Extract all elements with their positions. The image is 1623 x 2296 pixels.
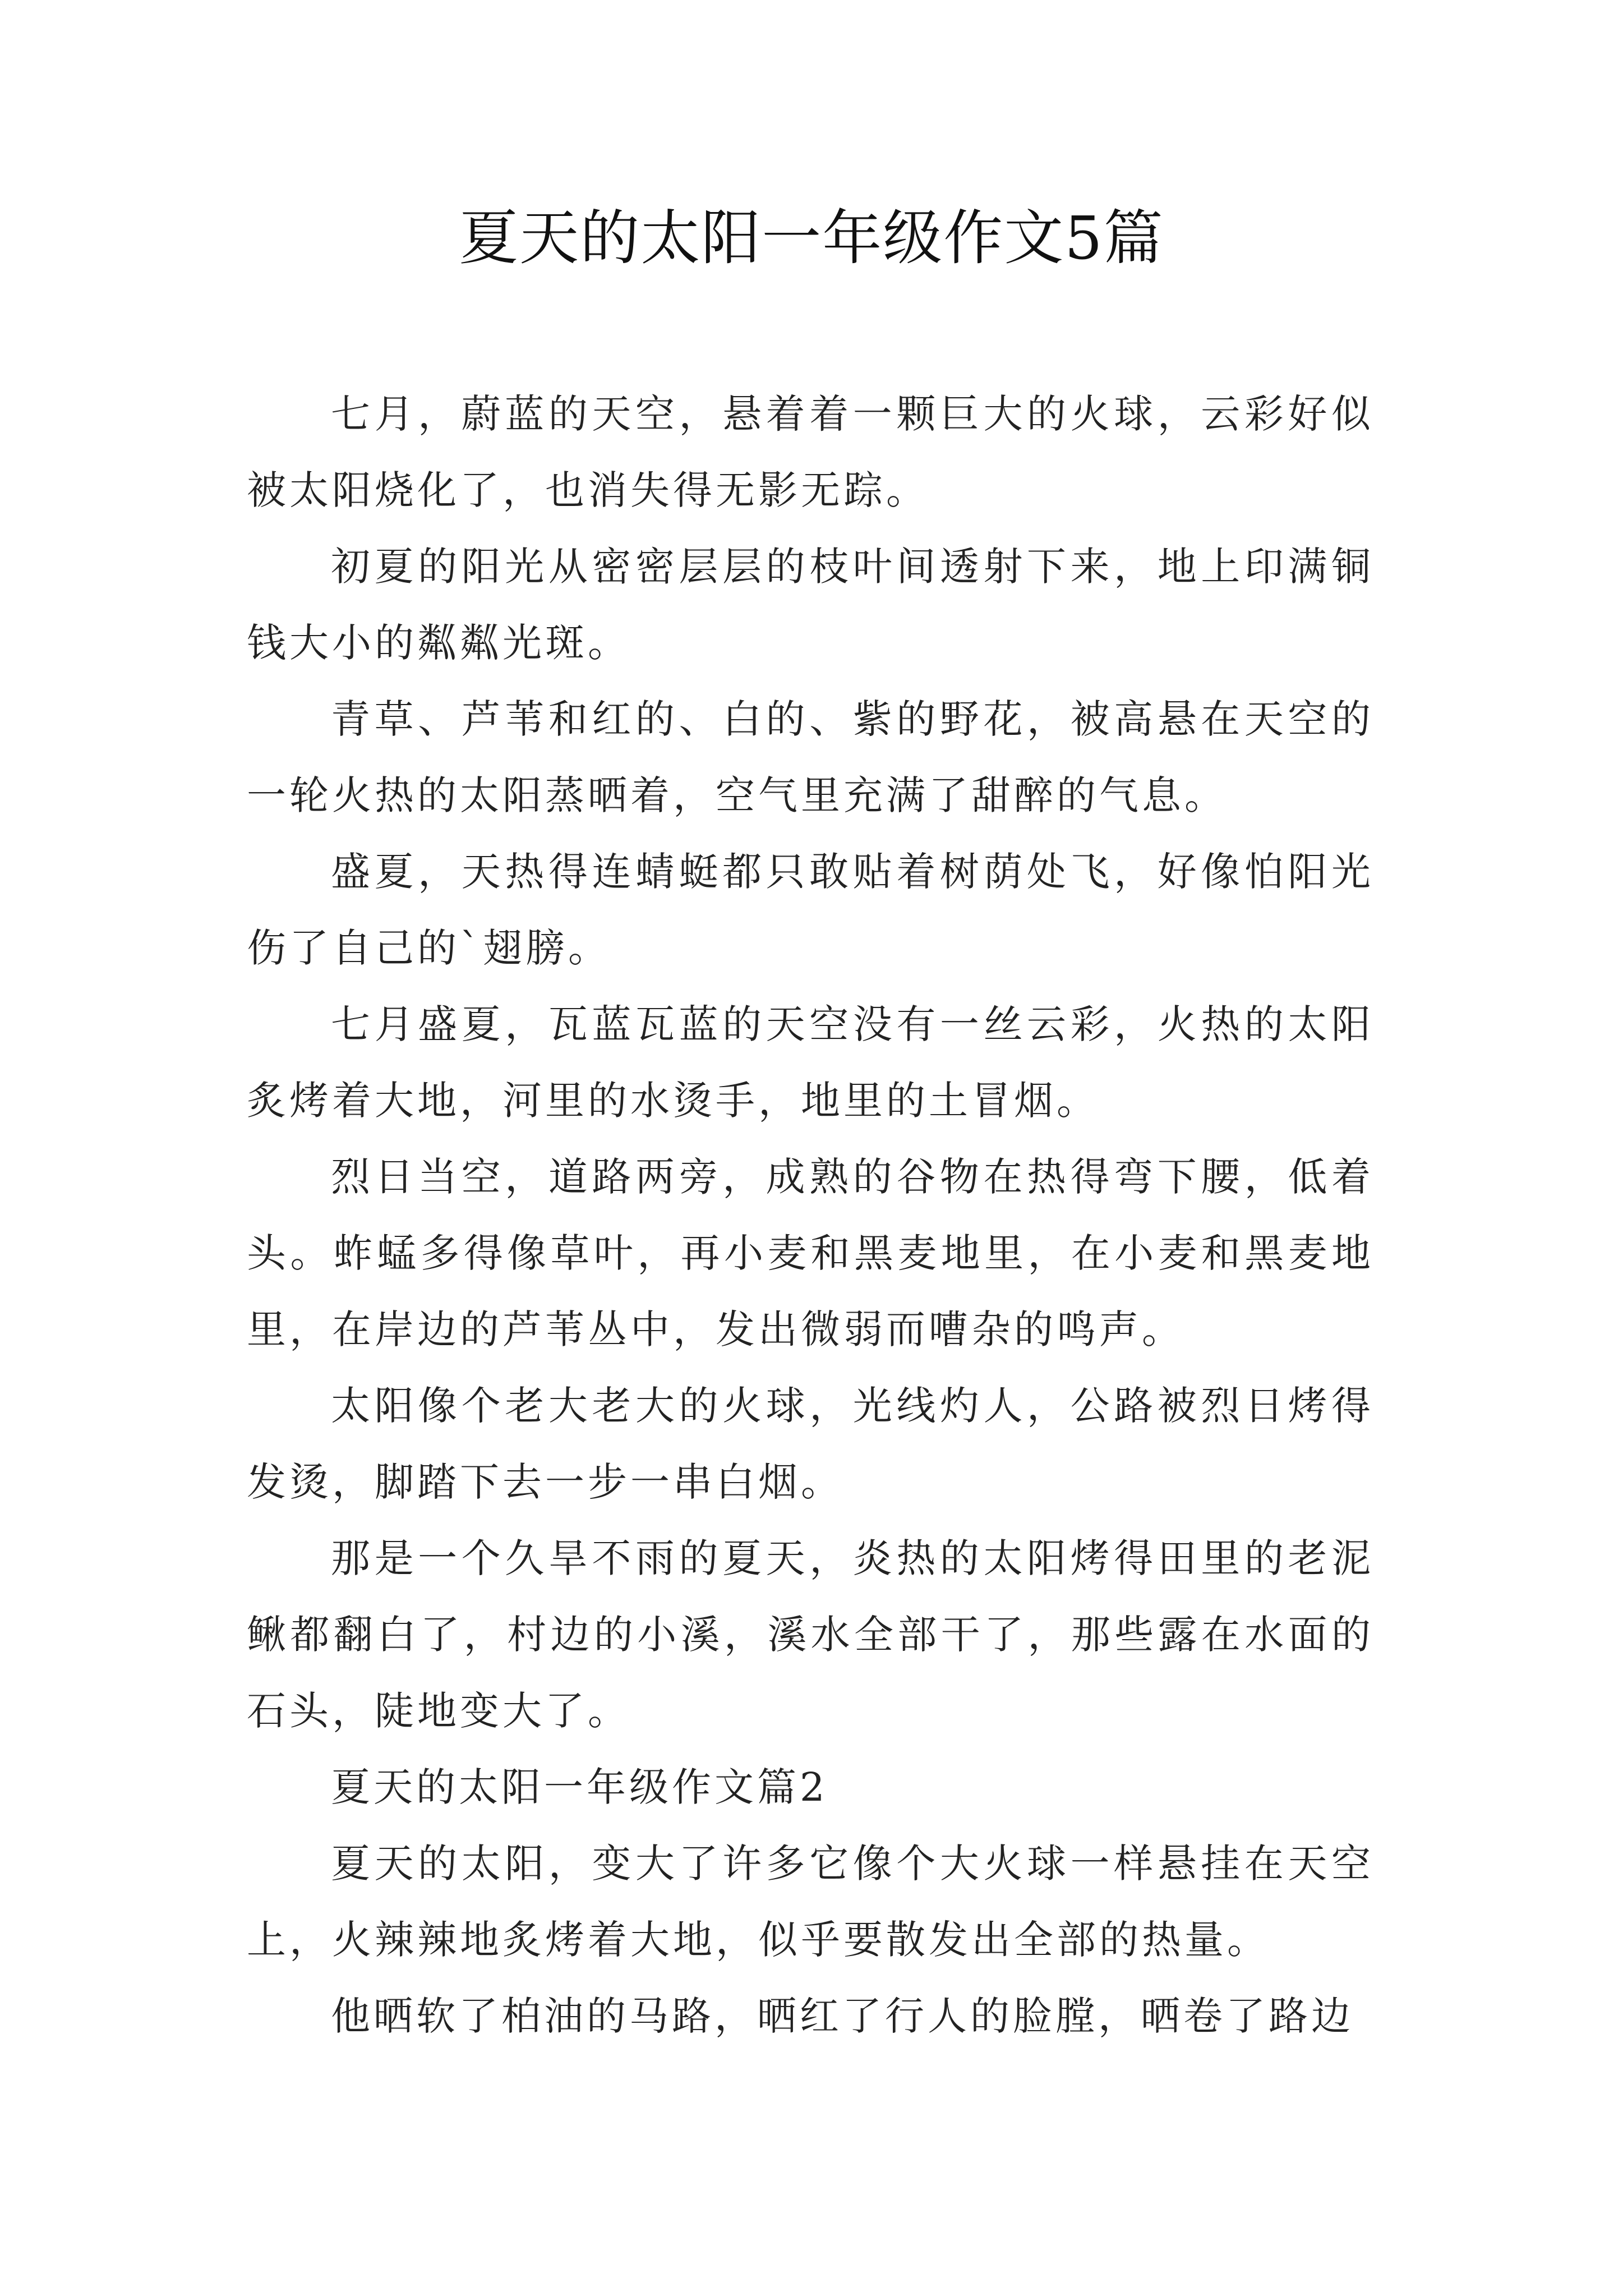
paragraph: 初夏的阳光从密密层层的枝叶间透射下来，地上印满铜钱大小的粼粼光斑。 [247, 544, 1374, 666]
section-heading: 夏天的太阳一年级作文篇2 [331, 1764, 828, 1810]
paragraph: 七月盛夏，瓦蓝瓦蓝的天空没有一丝云彩，火热的太阳炙烤着大地，河里的水烫手，地里的土冒烟。 [247, 1001, 1374, 1124]
paragraph: 青草、芦苇和红的、白的、紫的野花，被高悬在天空的一轮火热的太阳蒸晒着，空气里充满了甜醉的气息。 [247, 696, 1374, 818]
paragraph: 盛夏，天热得连蜻蜓都只敢贴着树荫处飞，好像怕阳光伤了自己的`翅膀。 [247, 849, 1374, 971]
paragraph: 七月，蔚蓝的天空，悬着着一颗巨大的火球，云彩好似被太阳烧化了，也消失得无影无踪。 [247, 391, 1374, 513]
paragraph: 那是一个久旱不雨的夏天，炎热的太阳烤得田里的老泥鳅都翻白了，村边的小溪，溪水全部干了，那些露在水面的石头，陡地变大了。 [247, 1535, 1374, 1734]
document-body [247, 376, 1374, 2054]
paragraph: 太阳像个老大老大的火球，光线灼人，公路被烈日烤得发烫，脚踏下去一步一串白烟。 [247, 1383, 1374, 1505]
paragraph: 夏天的太阳，变大了许多它像个大火球一样悬挂在天空上，火辣辣地炙烤着大地，似乎要散发出全部的热量。 [247, 1841, 1374, 1963]
paragraph: 烈日当空，道路两旁，成熟的谷物在热得弯下腰，低着头。蚱蜢多得像草叶，再小麦和黑麦地里，在小麦和黑麦地里，在岸边的芦苇丛中，发出微弱而嘈杂的鸣声。 [247, 1154, 1374, 1352]
document-title: 夏天的太阳一年级作文5篇 [459, 204, 1164, 273]
paragraph: 他晒软了柏油的马路，晒红了行人的脸膛，晒卷了路边 [331, 1993, 1354, 2039]
